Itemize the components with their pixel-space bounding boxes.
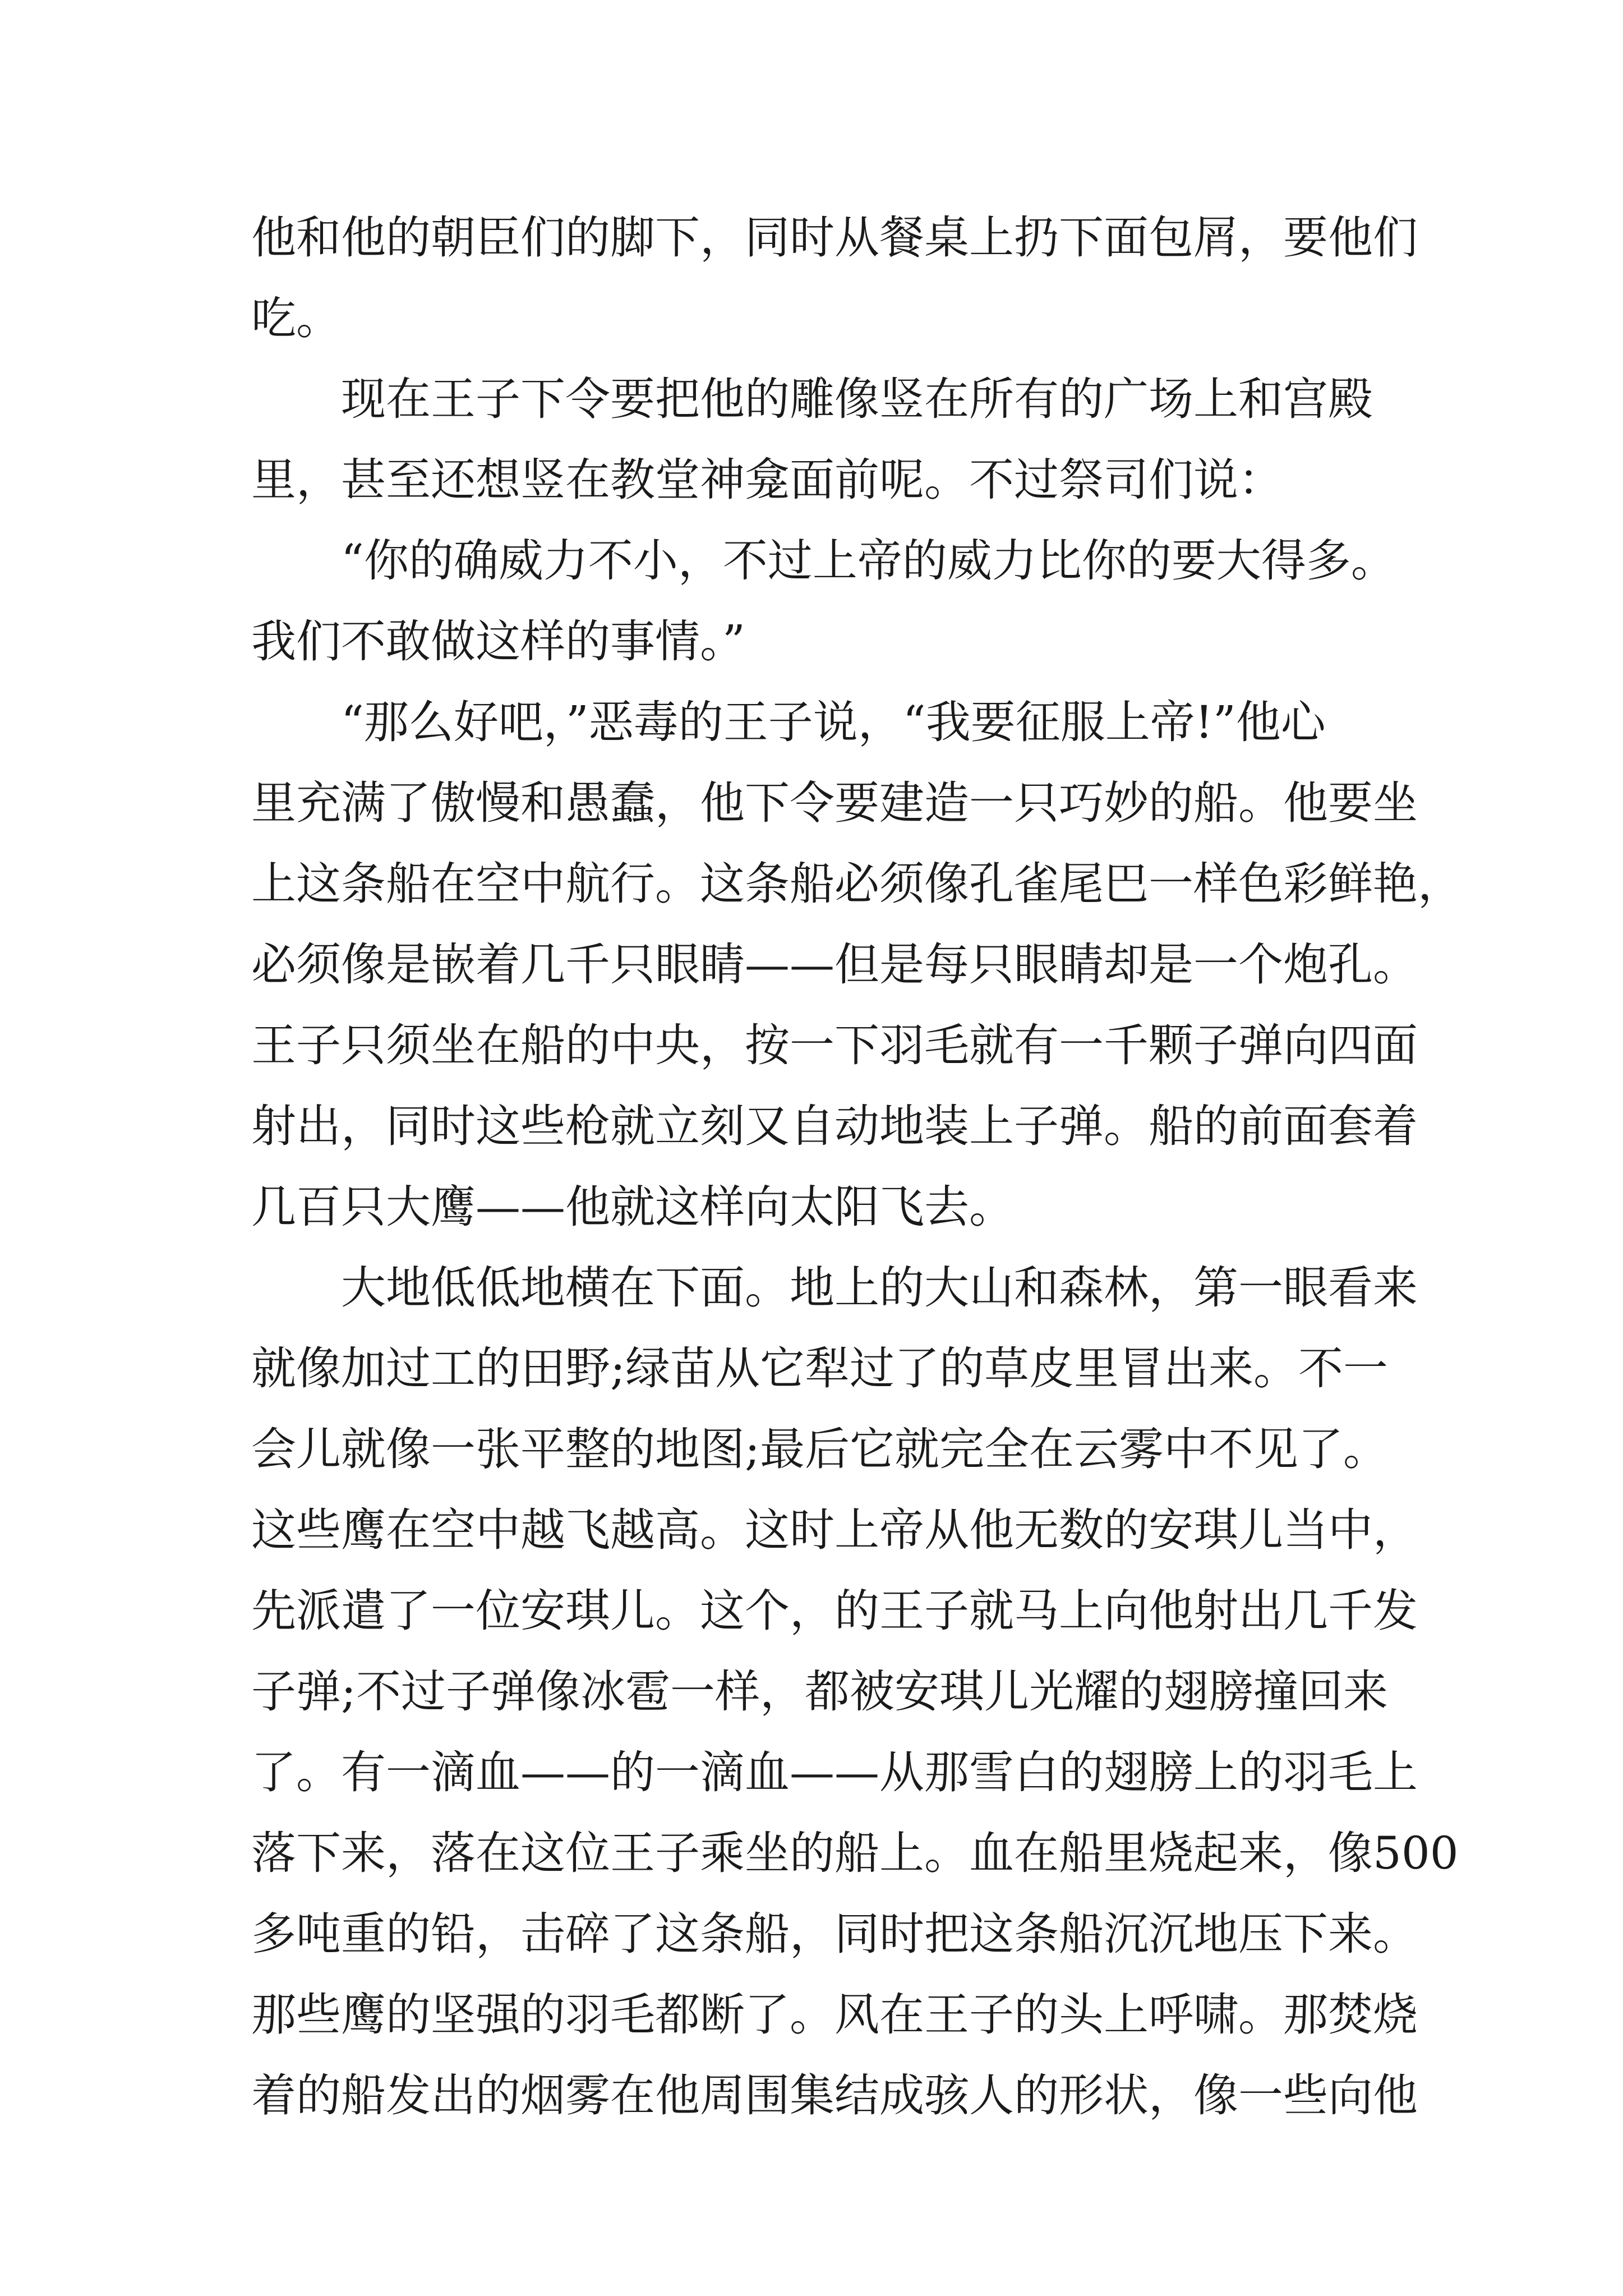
text-line: 里，甚至还想竖在教堂神龛面前呢。不过祭司们说： (251, 454, 1283, 506)
paragraph-start-line: 大地低低地横在下面。地上的大山和森林，第一眼看来 (341, 1262, 1418, 1314)
text-line: 王子只须坐在船的中央，按一下羽毛就有一千颗子弹向四面 (251, 1019, 1418, 1071)
text-line: 会儿就像一张平整的地图;最后它就完全在云雾中不见了。 (251, 1423, 1388, 1475)
text-line: 必须像是嵌着几千只眼睛——但是每只眼睛却是一个炮孔。 (251, 938, 1418, 991)
paragraph-start-line: “你的确威力不小，不过上帝的威力比你的要大得多。 (341, 535, 1396, 587)
text-line: 落下来，落在这位王子乘坐的船上。血在船里烧起来，像500 (251, 1827, 1459, 1879)
text-line: 几百只大鹰——他就这样向太阳飞去。 (251, 1181, 1014, 1233)
text-line: 这些鹰在空中越飞越高。这时上帝从他无数的安琪儿当中， (251, 1504, 1418, 1556)
text-line: 那些鹰的坚强的羽毛都断了。风在王子的头上呼啸。那焚烧 (251, 1989, 1418, 2041)
text-line: 上这条船在空中航行。这条船必须像孔雀尾巴一样色彩鲜艳， (251, 858, 1463, 910)
text-line: 射出，同时这些枪就立刻又自动地装上子弹。船的前面套着 (251, 1100, 1418, 1152)
text-line: 我们不敢做这样的事情。” (251, 615, 745, 668)
text-line: 多吨重的铅，击碎了这条船，同时把这条船沉沉地压下来。 (251, 1908, 1418, 1960)
text-line: 了。有一滴血——的一滴血——从那雪白的翅膀上的羽毛上 (251, 1746, 1418, 1798)
text-line: 里充满了傲慢和愚蠢，他下令要建造一只巧妙的船。他要坐 (251, 777, 1418, 829)
text-line: 他和他的朝臣们的脚下，同时从餐桌上扔下面包屑，要他们 (251, 211, 1418, 264)
text-line: 子弹;不过子弹像冰雹一样，都被安琪儿光耀的翅膀撞回来 (251, 1665, 1388, 1718)
paragraph-start-line: 现在王子下令要把他的雕像竖在所有的广场上和宫殿 (341, 373, 1373, 425)
text-line: 先派遣了一位安琪儿。这个，的王子就马上向他射出几千发 (251, 1585, 1418, 1637)
paragraph-start-line: “那么好吧，”恶毒的王子说，“我要征服上帝!”他心 (341, 696, 1326, 748)
text-line: 就像加过工的田野;绿苗从它犁过了的草皮里冒出来。不一 (251, 1342, 1388, 1395)
text-line: 吃。 (251, 292, 341, 344)
text-line: 着的船发出的烟雾在他周围集结成骇人的形状，像一些向他 (251, 2069, 1418, 2122)
